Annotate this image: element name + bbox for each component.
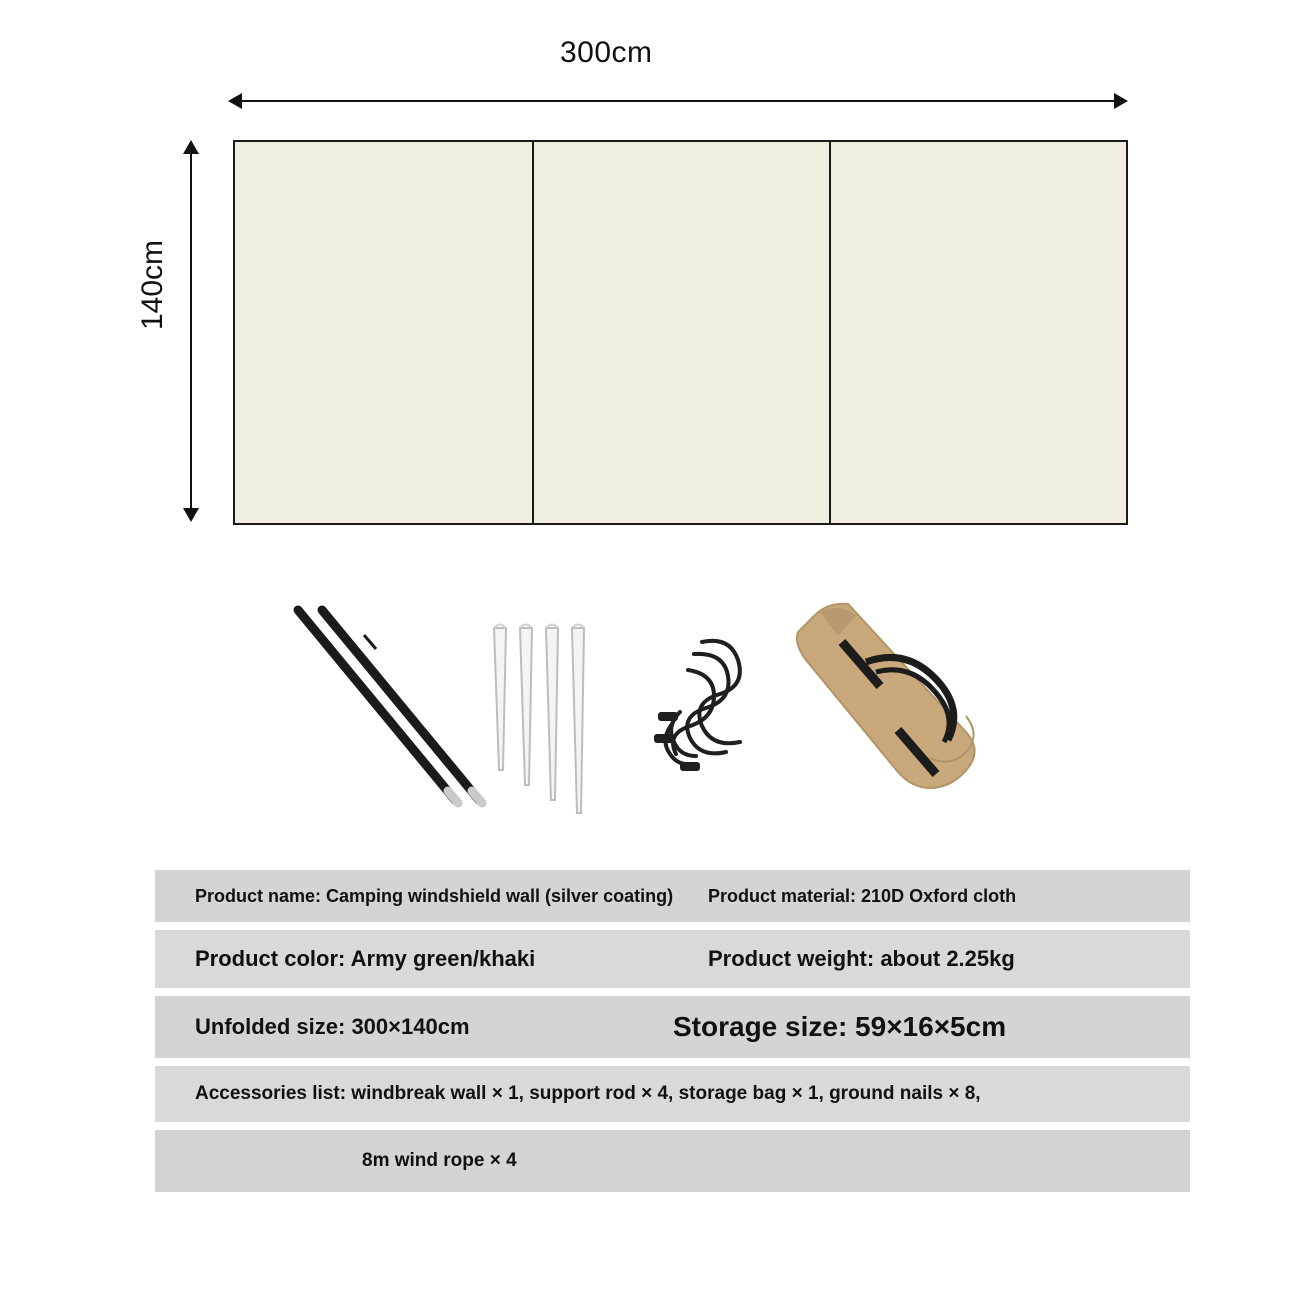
spec-accessories-list-continued: 8m wind rope × 4	[362, 1150, 517, 1171]
table-row	[155, 930, 1190, 988]
ground-stakes-icon	[480, 620, 610, 820]
product-spec-table	[155, 870, 1190, 1200]
table-row	[155, 870, 1190, 922]
height-dimension-label: 140cm	[136, 239, 170, 331]
wall-panel-left	[235, 142, 532, 523]
wind-ropes-icon	[650, 620, 790, 820]
windshield-wall-illustration	[233, 140, 1128, 525]
wall-panel-right	[829, 142, 1126, 523]
table-row	[155, 1130, 1190, 1192]
width-dimension-label: 300cm	[560, 36, 653, 69]
height-dimension-arrow	[190, 140, 192, 522]
wall-panel-center	[532, 142, 829, 523]
spec-unfolded-size: Unfolded size: 300×140cm	[195, 1014, 470, 1039]
spec-product-weight: Product weight: about 2.25kg	[708, 946, 1015, 971]
arrow-head-down-icon	[183, 508, 199, 522]
spec-accessories-list: Accessories list: windbreak wall × 1, support rod × 4, storage bag × 1, ground nails × 8,	[195, 1083, 981, 1104]
spec-storage-size: Storage size: 59×16×5cm	[673, 1011, 1007, 1042]
arrow-line	[190, 150, 192, 512]
table-row	[155, 1066, 1190, 1122]
product-dimension-diagram	[0, 0, 1290, 560]
spec-product-color: Product color: Army green/khaki	[195, 946, 536, 971]
storage-bag-icon	[780, 590, 1010, 810]
spec-product-material: Product material: 210D Oxford cloth	[708, 885, 1017, 906]
arrow-head-right-icon	[1114, 93, 1128, 109]
table-row	[155, 996, 1190, 1058]
accessories-illustration-row	[0, 560, 1290, 850]
spec-product-name: Product name: Camping windshield wall (silver coating)	[195, 885, 674, 906]
width-dimension-arrow	[228, 100, 1128, 102]
arrow-line	[238, 100, 1118, 102]
